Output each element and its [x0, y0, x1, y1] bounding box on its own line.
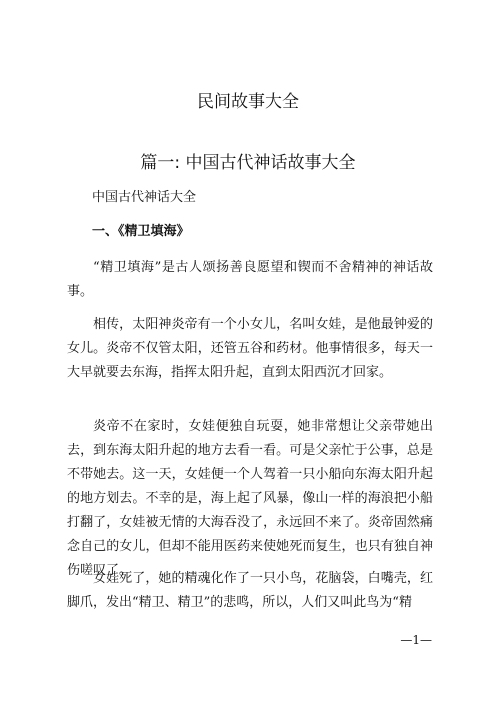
paragraph-intro: “精卫填海”是古人颂扬善良愿望和锲而不舍精神的神话故事。 [67, 260, 433, 299]
section-heading: 一、《精卫填海》 [92, 224, 190, 239]
page-number: —1— [400, 633, 432, 647]
paragraph-story: 炎帝不在家时，女娃便独自玩耍，她非常想让父亲带她出去，到东海太阳升起的地方去看一看。可是父亲忙于公事，总是不带她去。这一天，女娃便一个人驾着一只小船向东海太阳升起的地方划去。不幸的是，海上起了风暴，像山一样的海浪把小船打翻了，女娃被无情的大海吞没了，永远回不来了。炎帝固然痛念自己的女儿，但却不能用医药来使她死而复生，也只有独自神伤嗟叹了。 [67, 419, 433, 578]
paragraph-bird: 女娃死了，她的精魂化作了一只小鸟，花脑袋，白嘴壳，红脚爪，发出“精卫、精卫”的悲鸣，所以，人们又叫此鸟为“精 [67, 571, 433, 610]
chapter-title: 篇一: 中国古代神话故事大全 [140, 153, 356, 173]
paragraph-legend: 相传，太阳神炎帝有一个小女儿，名叫女娃，是他最钟爱的女儿。炎帝不仅管太阳，还管五谷和药材。他事情很多，每天一大早就要去东海，指挥太阳升起，直到太阳西沉才回家。 [67, 317, 433, 380]
document-title: 民间故事大全 [197, 92, 299, 112]
subheading: 中国古代神话大全 [92, 190, 197, 205]
